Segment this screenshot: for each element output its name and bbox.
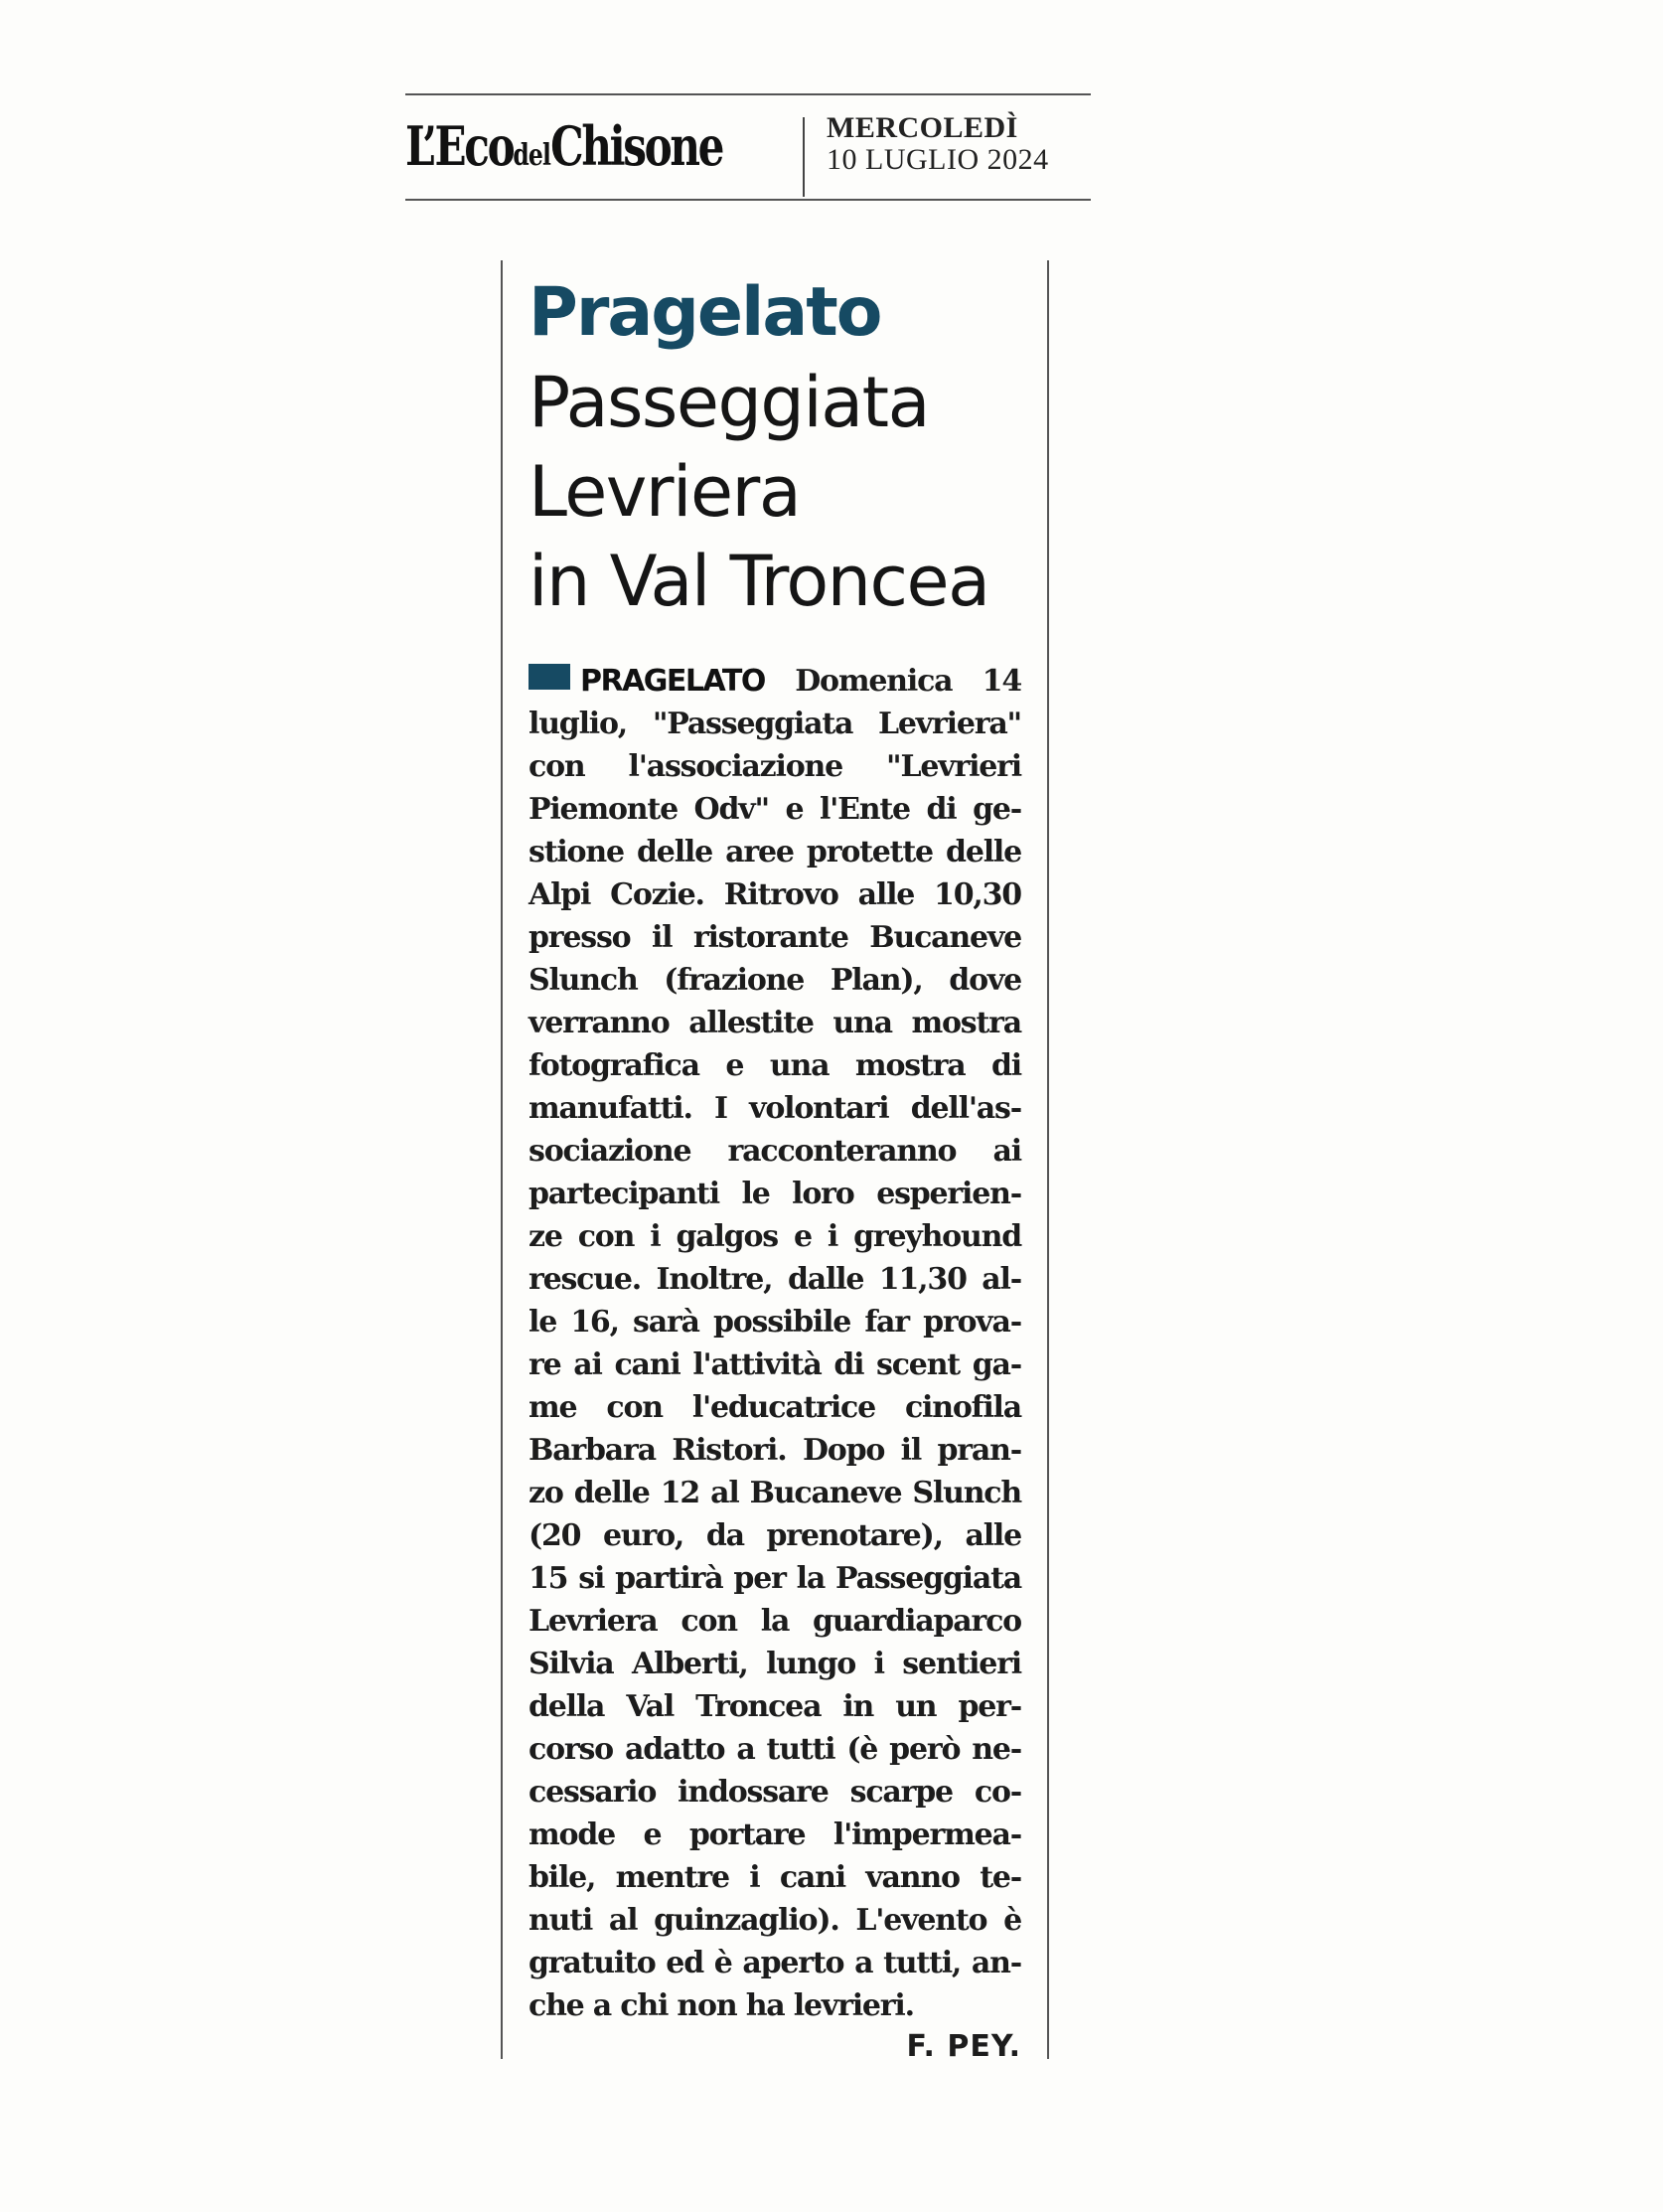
body-line: sociazione racconteranno ai [529, 1134, 1021, 1169]
body-line: ze con i galgos e i greyhound [529, 1219, 1021, 1254]
article-headline [529, 358, 1021, 626]
article [529, 260, 1021, 2065]
body-line: verranno allestite una mostra [529, 1006, 1021, 1040]
article-dateline: PRAGELATO [580, 664, 765, 699]
article-body [529, 660, 1021, 2027]
body-line: corso adatto a tutti (è però ne- [529, 1732, 1021, 1767]
body-line: mode e portare l'impermea- [529, 1817, 1021, 1852]
body-line-text: Domenica 14 [795, 664, 1022, 699]
newspaper-masthead [405, 93, 1091, 201]
body-line: bile, mentre i cani vanno te- [529, 1860, 1021, 1895]
body-line: che a chi non ha levrieri. [529, 1988, 914, 2023]
body-line: rescue. Inoltre, dalle 11,30 al- [529, 1262, 1021, 1297]
body-line [529, 660, 1021, 703]
body-line: nuti al guinzaglio). L'evento è [529, 1903, 1021, 1938]
body-line: Levriera con la guardiaparco [529, 1604, 1021, 1639]
issue-weekday: MERCOLEDÌ [827, 111, 1018, 144]
author-signature: F. PEY. [906, 2029, 1021, 2064]
body-line: gratuito ed è aperto a tutti, an- [529, 1946, 1021, 1980]
body-line: della Val Troncea in un per- [529, 1689, 1021, 1724]
issue-full-date: 10 LUGLIO 2024 [827, 143, 1049, 176]
body-line: presso il ristorante Bucaneve [529, 920, 1021, 955]
column-rule-left [501, 260, 503, 2059]
body-line: Silvia Alberti, lungo i sentieri [529, 1647, 1021, 1681]
body-line: zo delle 12 al Bucaneve Slunch [529, 1476, 1021, 1510]
headline-line: Passeggiata [529, 362, 930, 443]
article-kicker: Pragelato [529, 273, 881, 352]
body-line: re ai cani l'attività di scent ga- [529, 1347, 1021, 1382]
body-line: 15 si partirà per la Passeggiata [529, 1561, 1021, 1596]
logo-part-chisone: Chisone [550, 114, 723, 178]
column-rule-right [1047, 260, 1049, 2059]
issue-date [827, 113, 1049, 175]
body-line: stione delle aree protette delle [529, 835, 1021, 869]
body-line: Slunch (frazione Plan), dove [529, 963, 1021, 998]
logo-part-del: del [513, 138, 551, 173]
body-line: me con l'educatrice cinofila [529, 1390, 1021, 1425]
body-line: Piemonte Odv" e l'Ente di ge- [529, 792, 1021, 827]
body-line: le 16, sarà possibile far prova- [529, 1305, 1021, 1340]
section-marker-square [529, 664, 570, 690]
body-line: manufatti. I volontari dell'as- [529, 1091, 1021, 1126]
body-line: cessario indossare scarpe co- [529, 1775, 1021, 1810]
body-line: con l'associazione "Levrieri [529, 749, 1021, 784]
masthead-divider [803, 117, 805, 197]
newspaper-logo [405, 111, 722, 181]
body-line: Alpi Cozie. Ritrovo alle 10,30 [529, 877, 1021, 912]
body-line: luglio, "Passeggiata Levriera" [529, 707, 1021, 741]
body-line: partecipanti le loro esperien- [529, 1177, 1021, 1211]
body-line: (20 euro, da prenotare), alle [529, 1518, 1021, 1553]
body-line: fotografica e una mostra di [529, 1048, 1021, 1083]
headline-line: in Val Troncea [529, 541, 989, 622]
body-line: Barbara Ristori. Dopo il pran- [529, 1433, 1021, 1468]
logo-part-eco: L’Eco [405, 114, 514, 178]
headline-line: Levriera [529, 451, 801, 533]
